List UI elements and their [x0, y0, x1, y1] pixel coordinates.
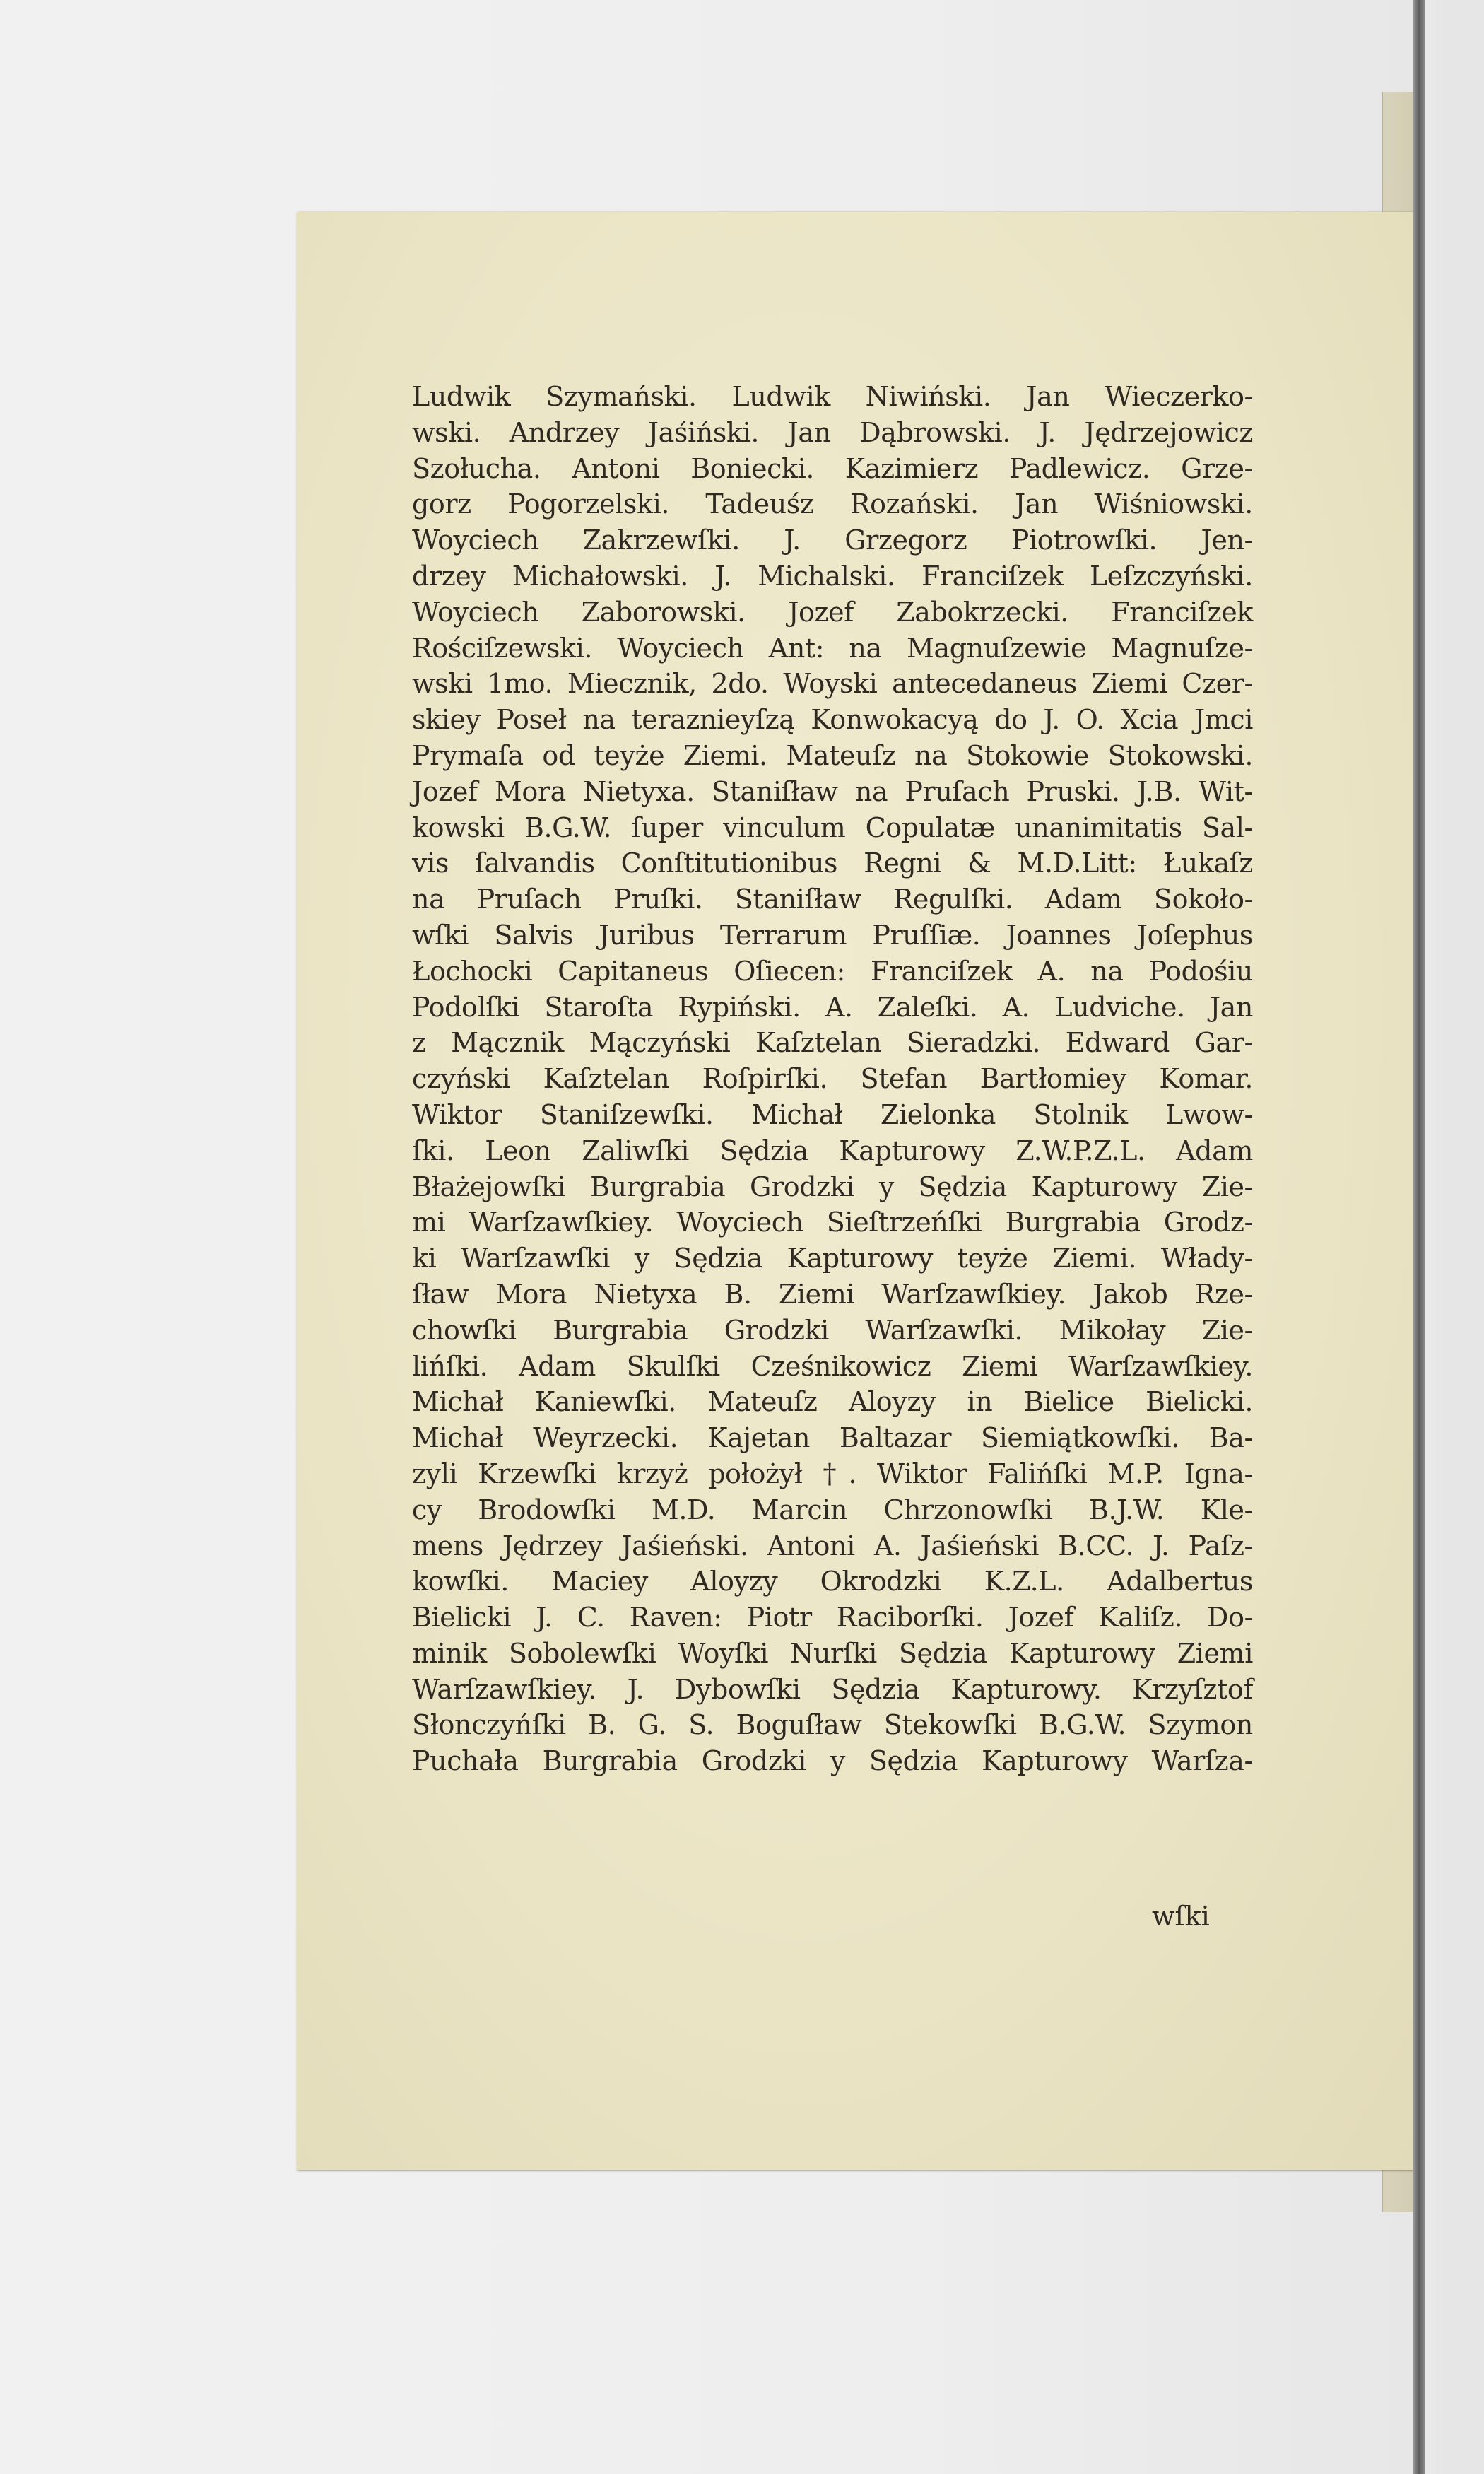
text-line: z Mącznik Mączyński Kaſztelan Sieradzki. Edward Gar-: [412, 1027, 1253, 1059]
catchword: wſki: [1152, 1901, 1210, 1932]
text-line: mens Jędrzey Jaśieński. Antoni A. Jaśieński B.CC. J. Paſz-: [412, 1530, 1253, 1561]
text-line: kowski B.G.W. ſuper vinculum Copulatæ unanimitatis Sal-: [412, 811, 1253, 843]
text-line: Słonczyńſki B. G. S. Boguſław Stekowſki B.G.W. Szymon: [412, 1709, 1253, 1741]
text-line: wski. Andrzey Jaśiński. Jan Dąbrowski. J. Jędrzejowicz: [412, 416, 1253, 448]
text-line: Woyciech Zakrzewſki. J. Grzegorz Piotrowſki. Jen-: [412, 524, 1253, 556]
text-line: Prymaſa od teyże Ziemi. Mateuſz na Stokowie Stokowski.: [412, 739, 1253, 771]
text-line: wski 1mo. Miecznik, 2do. Woyski antecedaneus Ziemi Czer-: [412, 668, 1253, 700]
text-line: Rościſzewski. Woyciech Ant: na Magnuſzewie Magnuſze-: [412, 632, 1253, 664]
text-line: chowſki Burgrabia Grodzki Warſzawſki. Mikołay Zie-: [412, 1314, 1253, 1346]
text-line: ſki. Leon Zaliwſki Sędzia Kapturowy Z.W.P.Z.L. Adam: [412, 1135, 1253, 1166]
text-line: zyli Krzewſki krzyż położył †. Wiktor Falińſki M.P. Igna-: [412, 1458, 1253, 1489]
text-line: Warſzawſkiey. J. Dybowſki Sędzia Kapturowy. Krzyſztof: [412, 1673, 1253, 1705]
book-spine: [1413, 0, 1425, 2474]
book-spine-edge: [1425, 0, 1436, 2474]
text-line: na Pruſach Pruſki. Staniſław Regulſki. Adam Sokoło-: [412, 884, 1253, 915]
text-line: Ludwik Szymański. Ludwik Niwiński. Jan Wieczerko-: [412, 381, 1253, 412]
text-line: vis ſalvandis Conſtitutionibus Regni & M.D.Litt: Łukaſz: [412, 848, 1253, 879]
text-line: Podolſki Staroſta Rypiński. A. Zaleſki. A. Ludviche. Jan: [412, 991, 1253, 1023]
text-line: Michał Weyrzecki. Kajetan Baltazar Siemiątkowſki. Ba-: [412, 1422, 1253, 1454]
text-line: Błażejowſki Burgrabia Grodzki y Sędzia Kapturowy Zie-: [412, 1171, 1253, 1202]
page-body-text: [412, 379, 1253, 1779]
text-line: mi Warſzawſkiey. Woyciech Sieſtrzeńſki Burgrabia Grodz-: [412, 1207, 1253, 1238]
text-line: Bielicki J. C. Raven: Piotr Raciborſki. Jozef Kaliſz. Do-: [412, 1602, 1253, 1634]
text-line: Szołucha. Antoni Boniecki. Kazimierz Padlewicz. Grze-: [412, 452, 1253, 484]
text-line: czyński Kaſztelan Roſpirſki. Stefan Bartłomiey Komar.: [412, 1063, 1253, 1095]
text-line: minik Sobolewſki Woyſki Nurſki Sędzia Kapturowy Ziemi: [412, 1637, 1253, 1669]
text-line: cy Brodowſki M.D. Marcin Chrzonowſki B.J.W. Kle-: [412, 1494, 1253, 1525]
text-line: gorz Pogorzelski. Tadeuśz Rozański. Jan Wiśniowski.: [412, 488, 1253, 520]
text-line: drzey Michałowski. J. Michalski. Franciſzek Leſzczyński.: [412, 560, 1253, 592]
text-line: Michał Kaniewſki. Mateuſz Aloyzy in Bielice Bielicki.: [412, 1386, 1253, 1418]
text-line: skiey Poseł na teraznieyſzą Konwokacyą do J. O. Xcia Jmci: [412, 704, 1253, 736]
text-line: Łochocki Capitaneus Oſiecen: Franciſzek A. na Podośiu: [412, 955, 1253, 987]
text-line: Wiktor Staniſzewſki. Michał Zielonka Stolnik Lwow-: [412, 1098, 1253, 1130]
text-line: Woyciech Zaborowski. Jozef Zabokrzecki. Franciſzek: [412, 596, 1253, 628]
text-line: ſław Mora Nietyxa B. Ziemi Warſzawſkiey. Jakob Rze-: [412, 1278, 1253, 1310]
text-line: kowſki. Maciey Aloyzy Okrodzki K.Z.L. Adalbertus: [412, 1566, 1253, 1597]
text-line: wſki Salvis Juribus Terrarum Pruſſiæ. Joannes Joſephus: [412, 919, 1253, 951]
text-line: Puchała Burgrabia Grodzki y Sędzia Kapturowy Warſza-: [412, 1745, 1253, 1777]
text-line: lińſki. Adam Skulſki Cześnikowicz Ziemi Warſzawſkiey.: [412, 1350, 1253, 1382]
text-line: Jozef Mora Nietyxa. Staniſław na Pruſach Pruski. J.B. Wit-: [412, 775, 1253, 807]
text-line: ki Warſzawſki y Sędzia Kapturowy teyże Ziemi. Włady-: [412, 1243, 1253, 1274]
